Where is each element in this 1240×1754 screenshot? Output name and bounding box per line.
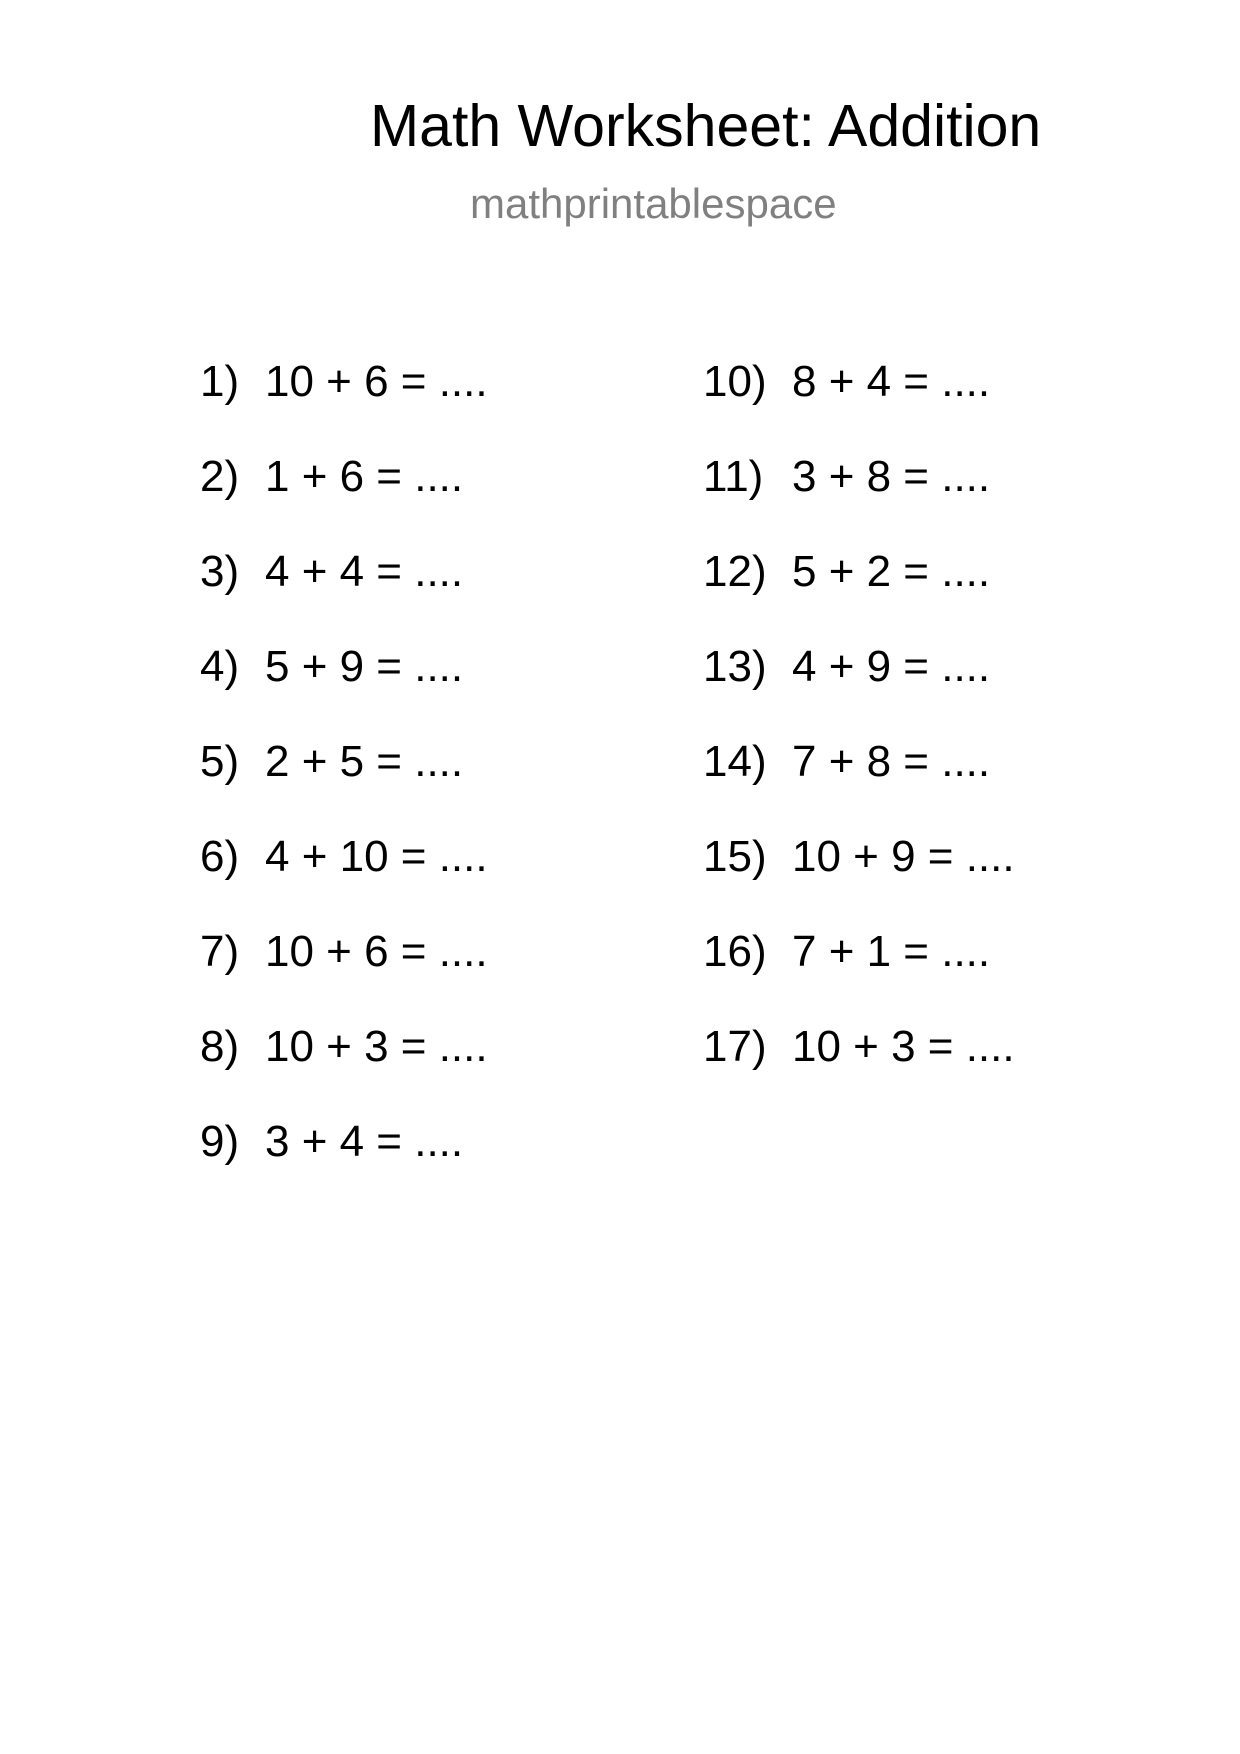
problem-expression: 1 + 6 = .... [265, 452, 464, 501]
problem-item [200, 357, 488, 406]
problem-number: 6) [200, 832, 240, 881]
problem-number: 8) [200, 1022, 240, 1071]
problem-number: 12) [703, 547, 767, 596]
problem-item [200, 547, 464, 596]
problem-expression: 10 + 6 = .... [265, 927, 488, 976]
problem-item [703, 832, 1015, 881]
problem-expression: 8 + 4 = .... [792, 357, 991, 406]
problem-item [200, 737, 464, 786]
problem-item [200, 452, 464, 501]
problem-number: 15) [703, 832, 767, 881]
problem-number: 2) [200, 452, 240, 501]
problem-expression: 10 + 3 = .... [265, 1022, 488, 1071]
problem-number: 11) [703, 452, 764, 501]
problem-item [200, 832, 488, 881]
problem-number: 4) [200, 642, 240, 691]
problem-item [200, 1022, 488, 1071]
problem-expression: 10 + 6 = .... [265, 357, 488, 406]
problem-item [703, 927, 991, 976]
problem-expression: 4 + 9 = .... [792, 642, 991, 691]
problem-item [703, 737, 991, 786]
problem-expression: 2 + 5 = .... [265, 737, 464, 786]
problem-number: 13) [703, 642, 767, 691]
problem-number: 16) [703, 927, 767, 976]
problem-number: 1) [200, 357, 240, 406]
problem-item [703, 642, 991, 691]
problem-item [703, 547, 991, 596]
problem-expression: 5 + 2 = .... [792, 547, 991, 596]
problem-expression: 10 + 9 = .... [792, 832, 1015, 881]
problem-expression: 4 + 4 = .... [265, 547, 464, 596]
problem-expression: 5 + 9 = .... [265, 642, 464, 691]
problem-number: 3) [200, 547, 240, 596]
problem-expression: 7 + 8 = .... [792, 737, 991, 786]
problem-expression: 10 + 3 = .... [792, 1022, 1015, 1071]
problem-item [703, 1022, 1015, 1071]
page-title: Math Worksheet: Addition [370, 93, 1042, 159]
problem-number: 7) [200, 927, 240, 976]
problem-expression: 7 + 1 = .... [792, 927, 991, 976]
problem-expression: 3 + 8 = .... [792, 452, 991, 501]
problem-item [200, 927, 488, 976]
problem-item [703, 452, 991, 501]
problem-number: 5) [200, 737, 240, 786]
problem-number: 17) [703, 1022, 767, 1071]
problem-number: 9) [200, 1117, 240, 1166]
problem-number: 10) [703, 357, 767, 406]
problem-item [703, 357, 991, 406]
problem-item [200, 1117, 464, 1166]
problem-expression: 3 + 4 = .... [265, 1117, 464, 1166]
problem-number: 14) [703, 737, 767, 786]
page-subtitle: mathprintablespace [470, 180, 837, 227]
problem-item [200, 642, 464, 691]
problem-expression: 4 + 10 = .... [265, 832, 488, 881]
